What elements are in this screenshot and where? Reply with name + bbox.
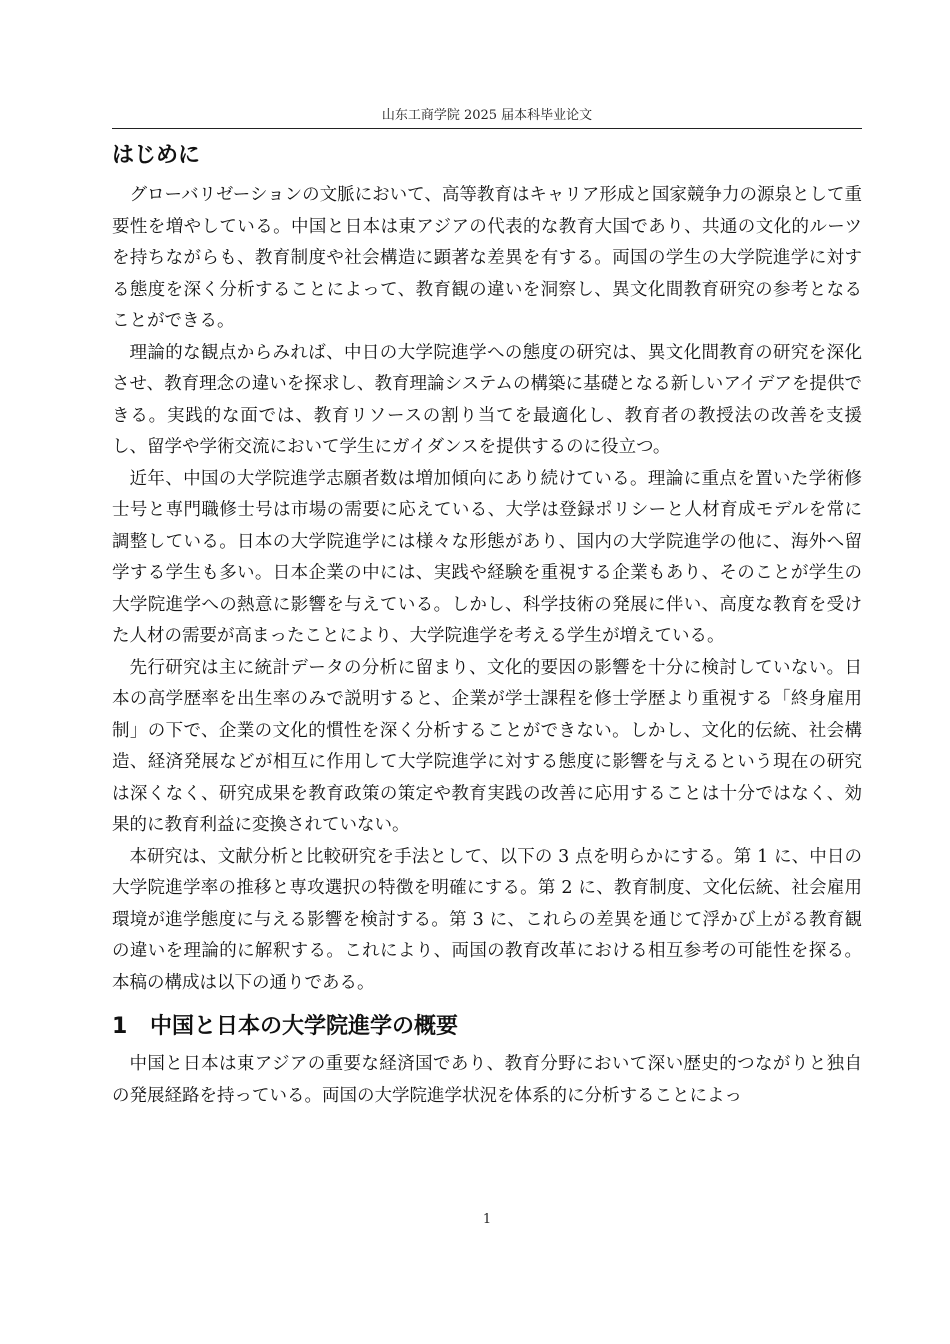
intro-paragraph-1: グローバリゼーションの文脈において、高等教育はキャリア形成と国家競争力の源泉として重要性を増やしている。中国と日本は東アジアの代表的な教育大国であり、共通の文化的ルーツを持ちながらも、教育制度や社会構造に顕著な差異を有する。両国の学生の大学院進学に対する態度を深く分析することによって、教育観の違いを洞察し、異文化間教育研究の参考となることができる。 — [112, 185, 862, 331]
running-header: 山东工商学院 2025 届本科毕业论文 — [381, 108, 593, 123]
section-1-number: 1 — [112, 1014, 128, 1039]
section-1-heading — [112, 1011, 862, 1043]
intro-paragraph-2: 理論的な観点からみれば、中日の大学院進学への態度の研究は、異文化間教育の研究を深化させ、教育理念の違いを探求し、教育理論システムの構築に基礎となる新しいアイデアを提供できる。実践的な面では、教育リソースの割り当てを最適化し、教育者の教授法の改善を支援し、留学や学術交流において学生にガイダンスを提供するのに役立つ。 — [112, 342, 862, 457]
intro-paragraph-4: 先行研究は主に統計データの分析に留まり、文化的要因の影響を十分に検討していない。日本の高学歴率を出生率のみで説明すると、企業が学士課程を修士学歴より重視する「終身雇用制」の下で、企業の文化的慣性を深く分析することができない。しかし、文化的伝統、社会構造、経済発展などが相互に作用して大学院進学に対する態度に影響を与えるという現在の研究は深くなく、研究成果を教育政策の策定や教育実践の改善に応用することは十分ではなく、効果的に教育利益に変換されていない。 — [112, 657, 862, 835]
intro-paragraph-3: 近年、中国の大学院進学志願者数は増加傾向にあり続けている。理論に重点を置いた学術修士号と専門職修士号は市場の需要に応えている、大学は登録ポリシーと人材育成モデルを常に調整している。日本の大学院進学には様々な形態があり、国内の大学院進学の他に、海外へ留学する学生も多い。日本企業の中には、実践や経験を重視する企業もあり、そのことが学生の大学院進学への熱意に影響を与えている。しかし、科学技術の発展に伴い、高度な教育を受けた人材の需要が高まったことにより、大学院進学を考える学生が増えている。 — [112, 468, 862, 646]
page-body — [112, 140, 862, 1112]
section-1-paragraph-1: 中国と日本は東アジアの重要な経済国であり、教育分野において深い歴史的つながりと独自の発展経路を持っている。両国の大学院進学状況を体系的に分析することによっ — [112, 1054, 862, 1106]
page-number: 1 — [482, 1212, 492, 1227]
intro-paragraph-5: 本研究は、文献分析と比較研究を手法として、以下の 3 点を明らかにする。第 1 に、中日の大学院進学率の推移と専攻選択の特徴を明確にする。第 2 に、教育制度、文化伝統、社会雇用環境が進学態度に与える影響を検討する。第 3 に、これらの差異を通じて浮かび上がる教育観の違いを理論的に解釈する。これにより、両国の教育改革における相互参考の可能性を探る。本稿の構成は以下の通りである。 — [112, 846, 862, 993]
header-rule — [112, 128, 862, 129]
intro-heading: はじめに — [112, 143, 201, 168]
section-1-title: 中国と日本の大学院進学の概要 — [150, 1014, 459, 1039]
